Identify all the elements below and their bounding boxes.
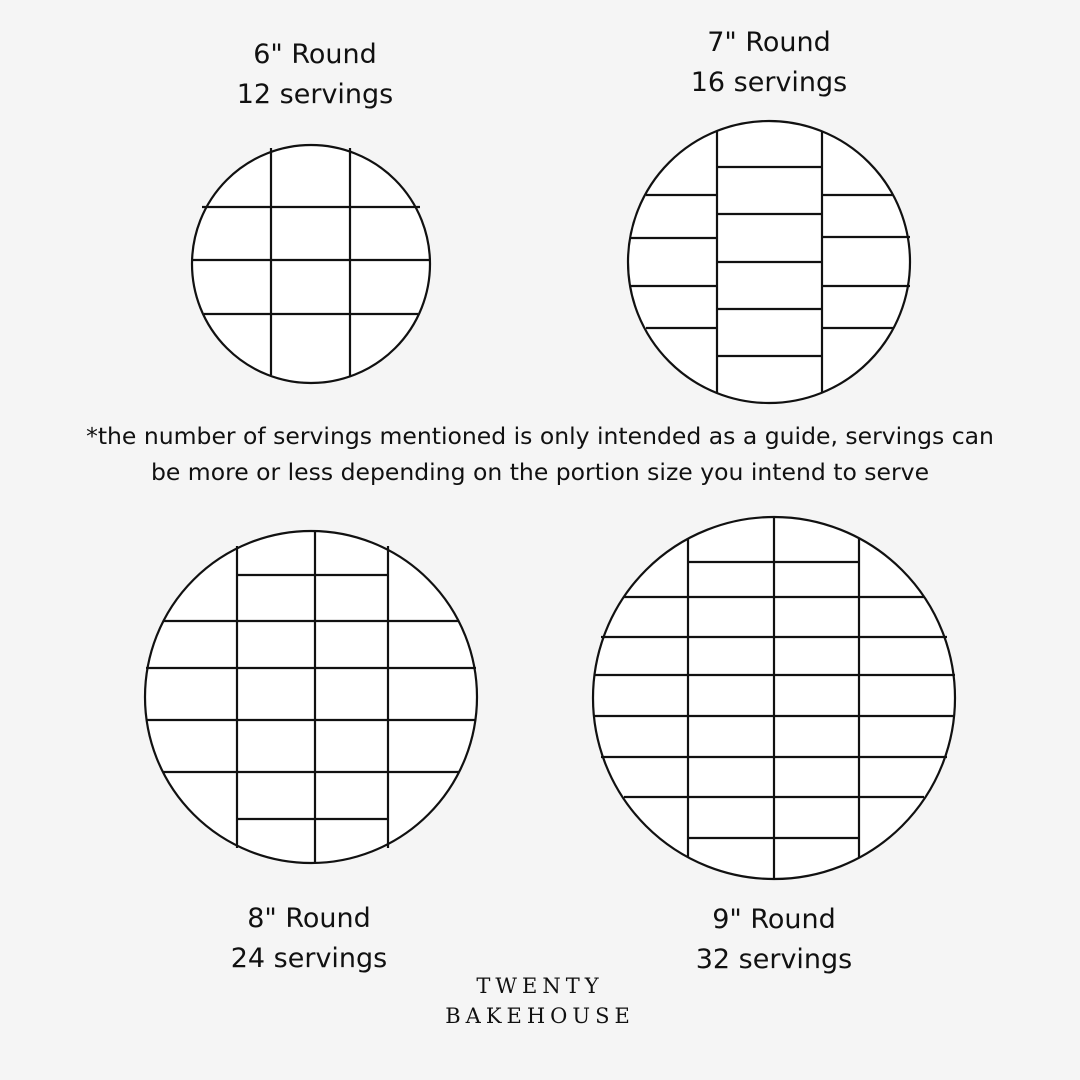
cake-8-inch-label	[159, 899, 459, 979]
cake-size: 7" Round	[707, 27, 831, 58]
cake-size: 8" Round	[247, 903, 371, 934]
cake-7-inch-diagram	[628, 121, 910, 403]
disclaimer-line-2: be more or less depending on the portion size you intend to serve	[150, 458, 930, 486]
cake-size: 6" Round	[253, 39, 377, 70]
cake-9-inch-diagram	[593, 517, 955, 879]
brand-line-1: TWENTY	[476, 974, 604, 998]
cake-servings: 12 servings	[236, 79, 394, 110]
cake-size: 9" Round	[712, 904, 836, 935]
disclaimer-line-1: *the number of servings mentioned is only intended as a guide, servings can	[86, 422, 994, 450]
cake-8-inch-diagram	[145, 531, 477, 863]
brand-logo	[390, 971, 690, 1031]
cake-6-inch-diagram	[192, 145, 430, 383]
servings-disclaimer	[40, 418, 1040, 490]
cake-servings: 16 servings	[690, 67, 848, 98]
cake-7-inch-label	[619, 23, 919, 103]
cake-servings: 24 servings	[230, 943, 388, 974]
brand-line-2: BAKEHOUSE	[445, 1004, 635, 1028]
cake-9-inch-label	[624, 900, 924, 980]
cake-6-inch-label	[165, 35, 465, 115]
cake-servings: 32 servings	[695, 944, 853, 975]
